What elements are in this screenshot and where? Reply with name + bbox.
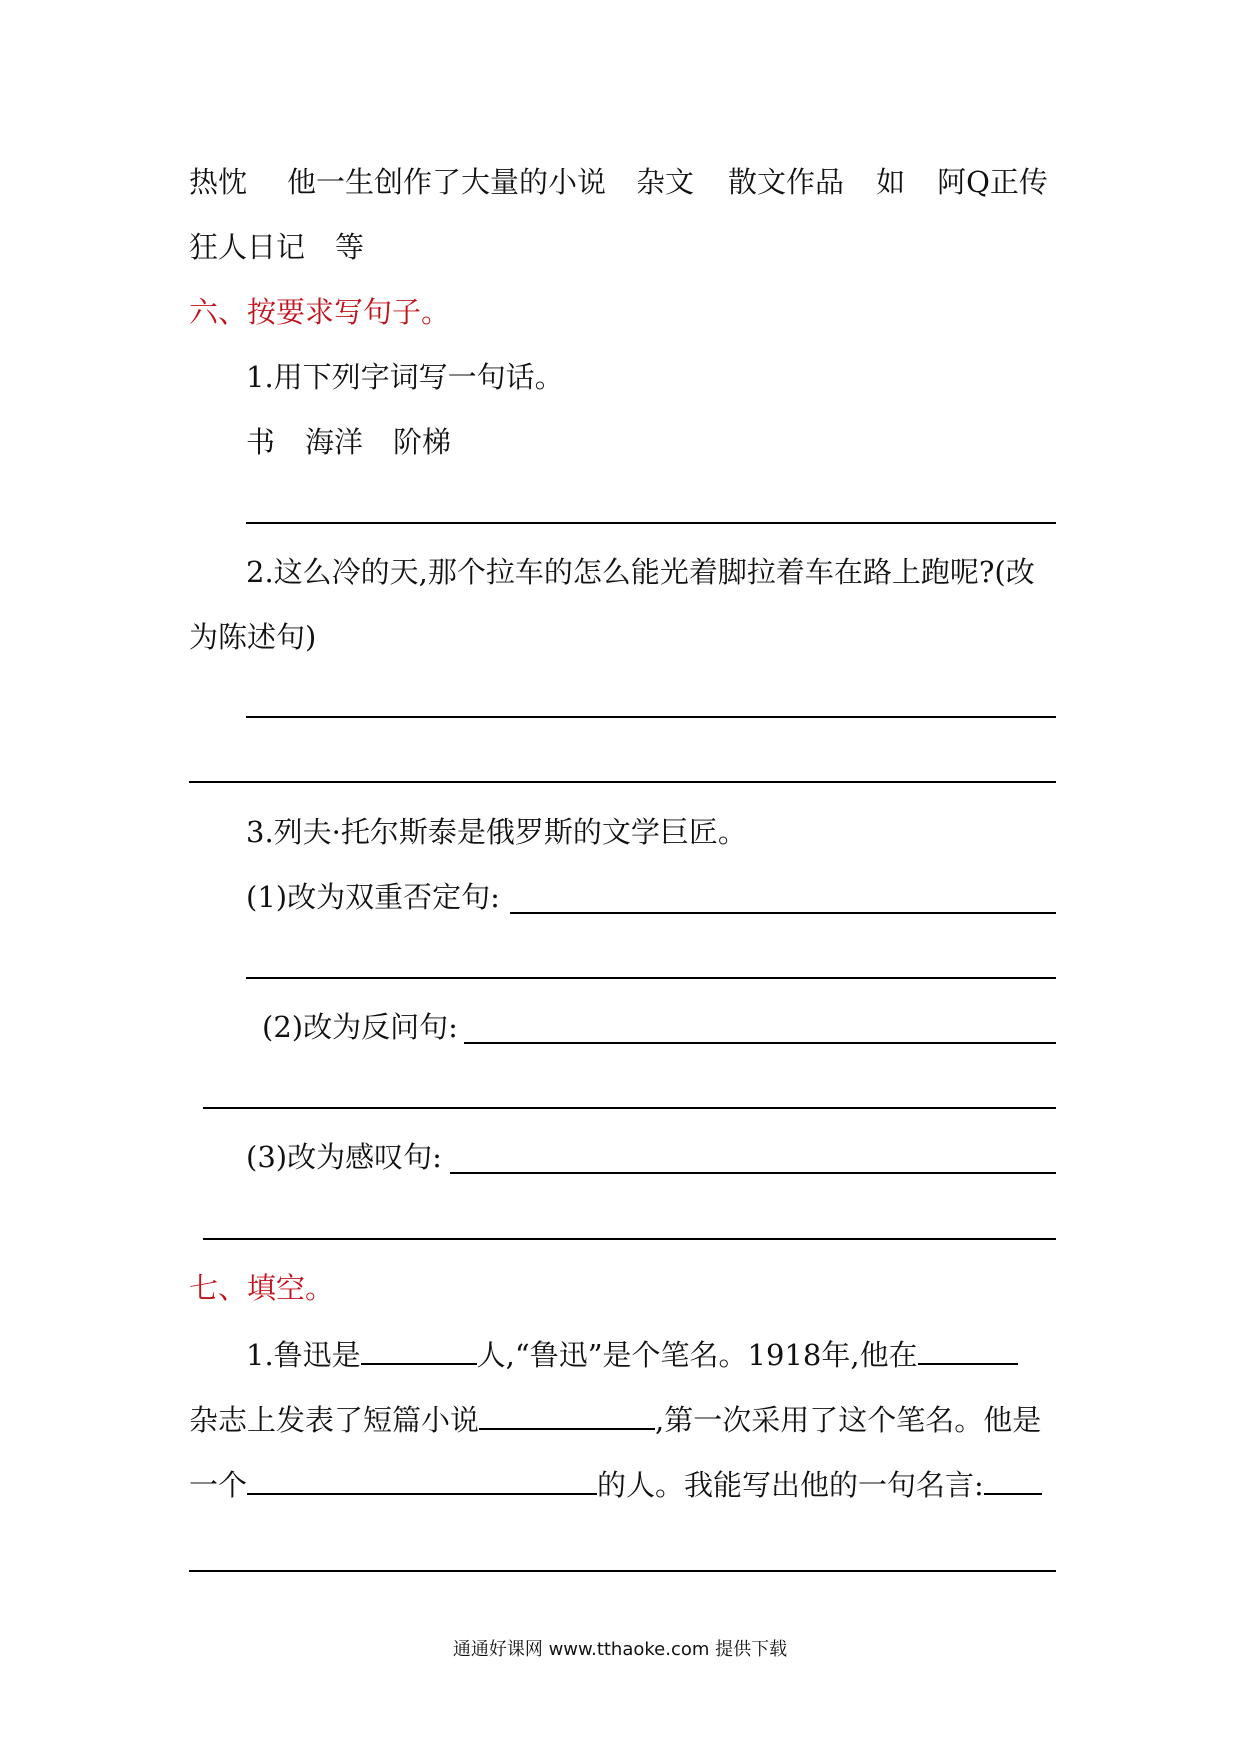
q3c-label: (3)改为感叹句: — [246, 1140, 442, 1174]
fill-blank-quote[interactable] — [984, 1463, 1042, 1495]
intro-text: 狂人日记 — [189, 230, 306, 264]
footer-credit: 通通好课网 www.tthaoke.com 提供下载 — [452, 1639, 788, 1660]
intro-text: 热忱 — [189, 165, 248, 199]
fill-text: 一个 — [189, 1468, 248, 1502]
intro-text: 杂文 — [636, 165, 695, 199]
section-6-heading: 六、按要求写句子。 — [189, 295, 451, 329]
q3c-answer-line-1[interactable] — [450, 1172, 1056, 1174]
fill-blank-story[interactable] — [479, 1398, 655, 1430]
q2-answer-line-2[interactable] — [189, 781, 1056, 783]
q2-prompt-line-2: 为陈述句) — [189, 620, 317, 654]
q3b-answer-line-2[interactable] — [203, 1107, 1056, 1109]
fill-line-3 — [189, 1463, 1042, 1505]
q2-prompt-line-1: 2.这么冷的天,那个拉车的怎么能光着脚拉着车在路上跑呢?(改 — [246, 555, 1035, 589]
q2-answer-line-1[interactable] — [246, 716, 1056, 718]
q1-words — [246, 422, 451, 462]
fill-blank-description[interactable] — [247, 1463, 597, 1495]
intro-text: 阿Q正传 — [937, 165, 1048, 199]
q3c-answer-line-2[interactable] — [203, 1238, 1056, 1240]
q3a-answer-line-2[interactable] — [246, 977, 1056, 979]
fill-text: 杂志上发表了短篇小说 — [189, 1403, 480, 1437]
section-7-heading: 七、填空。 — [189, 1271, 335, 1305]
fill-text: ,第一次采用了这个笔名。他是 — [655, 1403, 1042, 1437]
intro-line-1 — [189, 162, 1048, 202]
word: 书 — [246, 425, 276, 459]
fill-text: 1.鲁迅是 — [246, 1338, 361, 1372]
quote-answer-line[interactable] — [189, 1570, 1056, 1572]
fill-text: 的人。我能写出他的一句名言: — [597, 1468, 984, 1502]
fill-blank-hometown[interactable] — [361, 1333, 477, 1365]
intro-text: 等 — [335, 230, 365, 264]
word: 海洋 — [305, 425, 364, 459]
word: 阶梯 — [393, 425, 452, 459]
q1-prompt: 1.用下列字词写一句话。 — [246, 360, 564, 394]
fill-line-2 — [189, 1398, 1041, 1440]
q3b-label: (2)改为反问句: — [262, 1010, 458, 1044]
fill-text: 人,“鲁迅”是个笔名。1918年,他在 — [476, 1338, 918, 1372]
q3-prompt: 3.列夫·托尔斯泰是俄罗斯的文学巨匠。 — [246, 815, 747, 849]
q3b-answer-line-1[interactable] — [464, 1042, 1056, 1044]
q3a-answer-line-1[interactable] — [510, 912, 1056, 914]
intro-text: 他一生创作了大量的小说 — [287, 165, 607, 199]
fill-blank-magazine[interactable] — [918, 1333, 1018, 1365]
intro-text: 散文作品 — [728, 165, 845, 199]
q1-answer-line[interactable] — [246, 522, 1056, 524]
q3a-label: (1)改为双重否定句: — [246, 880, 500, 914]
fill-line-1 — [246, 1333, 1018, 1375]
intro-line-2 — [189, 227, 364, 267]
intro-text: 如 — [876, 165, 906, 199]
